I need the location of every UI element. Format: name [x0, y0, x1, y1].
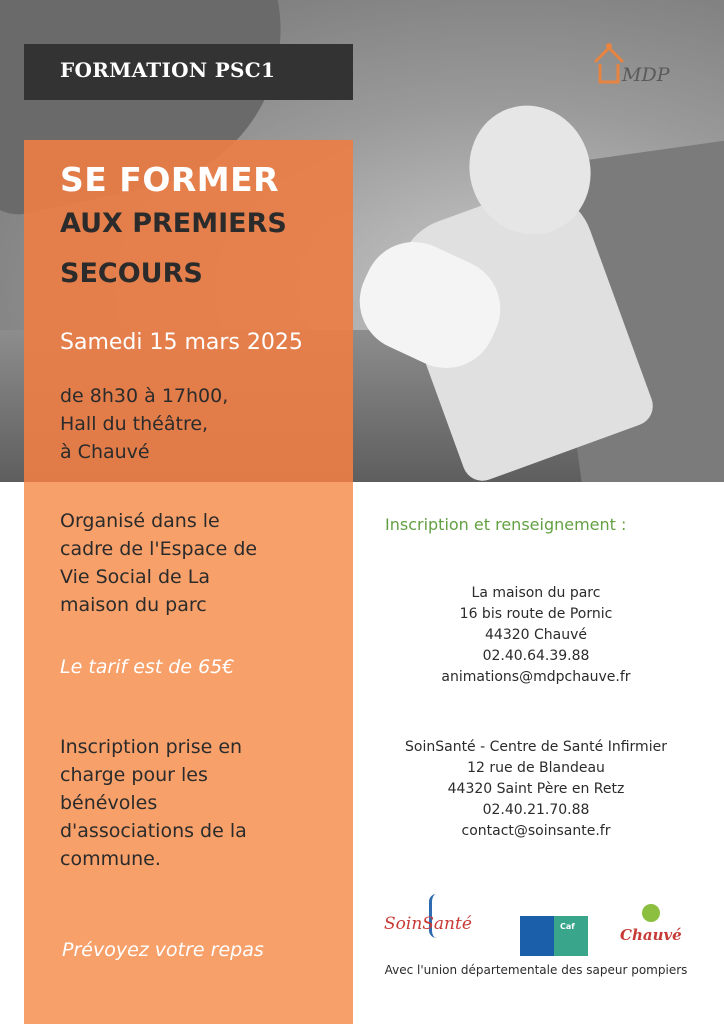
organiser-line: Organisé dans le: [60, 510, 220, 532]
contact-name: SoinSanté - Centre de Santé Infirmier: [405, 739, 667, 755]
contact-phone: 02.40.64.39.88: [482, 648, 590, 664]
organiser-line: Vie Social de La: [60, 566, 210, 588]
mdp-logo: [592, 42, 702, 92]
mdp-logo-text: MDP: [622, 64, 670, 86]
volunteer-line: Inscription prise en: [60, 736, 243, 758]
soinsante-logo: [384, 890, 494, 956]
title-line-2: AUX PREMIERS: [60, 208, 287, 239]
contact-city: 44320 Chauvé: [485, 627, 587, 643]
volunteer-info: [60, 733, 247, 873]
contact-name: La maison du parc: [471, 585, 601, 601]
volunteer-line: commune.: [60, 848, 161, 870]
event-schedule: [60, 382, 228, 466]
event-date: Samedi 15 mars 2025: [60, 330, 303, 355]
contact-soinsante: [366, 737, 706, 842]
house-logo-icon: [592, 42, 626, 86]
title-line-1: SE FORMER: [60, 160, 280, 199]
organiser-text: [60, 507, 257, 619]
schedule-venue: Hall du théâtre,: [60, 413, 209, 435]
contact-email: contact@soinsante.fr: [461, 823, 611, 839]
chauve-logo-text: Chauvé: [620, 926, 682, 944]
organiser-line: cadre de l'Espace de: [60, 538, 258, 560]
badge-label: FORMATION PSC1: [60, 58, 276, 82]
footer-partner-text: Avec l'union départementale des sapeur pompiers: [384, 963, 688, 977]
caf-logo: [520, 916, 588, 956]
caf-logo-text: Caf: [560, 922, 575, 931]
contact-street: 16 bis route de Pornic: [459, 606, 613, 622]
meal-note: Prévoyez votre repas: [62, 939, 264, 961]
contact-email: animations@mdpchauve.fr: [441, 669, 631, 685]
schedule-hours: de 8h30 à 17h00,: [60, 385, 229, 407]
contact-city: 44320 Saint Père en Retz: [447, 781, 625, 797]
volunteer-line: charge pour les: [60, 764, 208, 786]
contact-phone: 02.40.21.70.88: [482, 802, 590, 818]
title-line-3: SECOURS: [60, 258, 203, 289]
price-text: Le tarif est de 65€: [60, 656, 235, 678]
chauve-logo: [618, 904, 684, 960]
tree-icon: [642, 904, 660, 922]
organiser-line: maison du parc: [60, 594, 207, 616]
soinsante-logo-text: SoinSanté: [384, 914, 472, 934]
contact-maison-du-parc: [366, 583, 706, 688]
formation-badge: [24, 44, 353, 100]
contact-street: 12 rue de Blandeau: [467, 760, 605, 776]
volunteer-line: bénévoles: [60, 792, 158, 814]
contact-heading: Inscription et renseignement :: [385, 515, 627, 534]
schedule-town: à Chauvé: [60, 441, 150, 463]
volunteer-line: d'associations de la: [60, 820, 247, 842]
